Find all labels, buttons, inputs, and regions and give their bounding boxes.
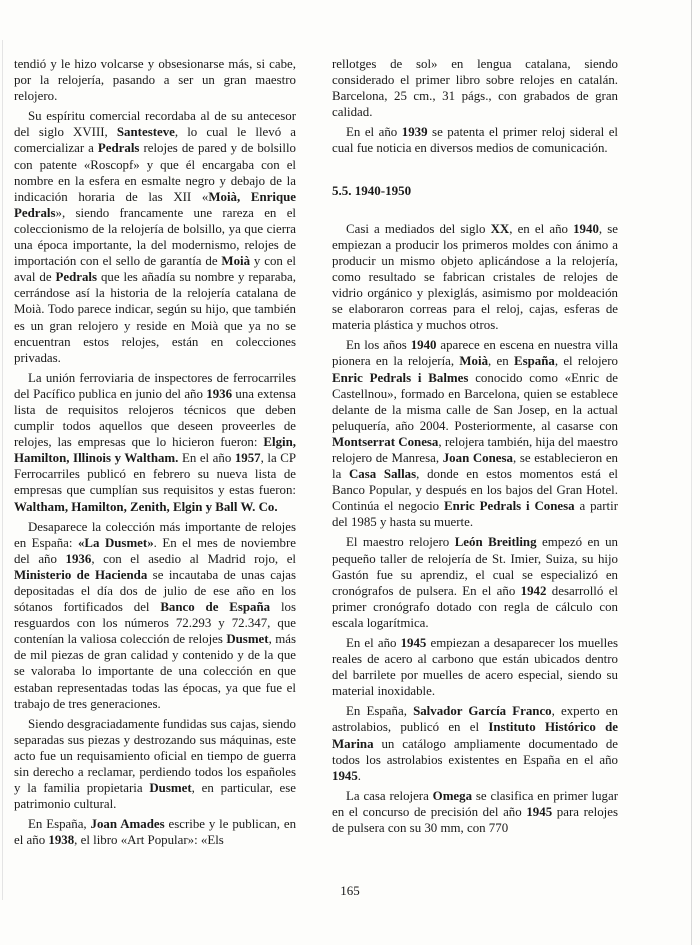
paragraph — [332, 788, 618, 836]
paragraph — [14, 370, 296, 515]
paragraph — [332, 534, 618, 631]
text-run: , el relojero — [554, 354, 618, 369]
paragraph — [332, 124, 618, 156]
text-run: En el año — [178, 451, 235, 466]
bold-text: España — [513, 354, 555, 369]
text-run: Casi a mediados del siglo — [346, 221, 491, 236]
bold-text: 1938 — [48, 833, 75, 848]
page-edge-shadow-right — [691, 0, 692, 945]
text-run: se patenta el primer reloj sideral el cual fue noticia en diversos medios de comunicación. — [332, 125, 619, 156]
text-run: , con el asedio al Madrid rojo, el — [91, 551, 296, 566]
text-run: tendió y le hizo volcarse y obsesionarse más, si cabe, por la relojería, pasando a ser un gran maestro relojero. — [14, 57, 296, 104]
bold-text: 1945 — [526, 804, 553, 819]
text-run: empezó en un pequeño taller de relojería de St. Imier, Suiza, su hijo Gastón fue su aprendiz, el cual se especializó en cronógrafos de pulsera. En el año — [332, 535, 619, 598]
text-run: escribe y le publican, en el año — [14, 817, 297, 848]
text-run: , en el año — [509, 221, 574, 236]
text-run: rellotges de sol» en lengua catalana, siendo considerado el primer libro sobre relojes en catalán. Barcelona, 25 cm., 31 págs., con grabados de gran calidad. — [332, 57, 618, 120]
text-run: desarrolló el primer cronógrafo dotado con regla de cálculo con escala logarítmica. — [332, 583, 619, 630]
right-column — [332, 56, 618, 840]
text-run: que les añadía su nombre y reparaba, cerrándose así la historia de la relojería catalana de Moià. Todo parece indicar, según su hijo, que también es un gran relojero y reside en Moià que ya no se encuentran estos relojes, están en colecciones privadas. — [14, 270, 296, 365]
bold-text: Enric Pedrals i Conesa — [443, 499, 575, 514]
bold-text: Joan Conesa — [442, 450, 513, 465]
bold-text: XX — [490, 221, 510, 236]
text-run: , se empiezan a producir los primeros moldes con ánimo a producir un mismo objeto aplicándose a la relojería, como resultado se fabrican cristales de relojes de vidrio orgánico y plexiglás, asimismo por moldeación se elaboraron correas para el reloj, cajas, esferas de materia plástica y muchos otros. — [332, 221, 618, 333]
text-run: y con el aval de — [14, 254, 297, 285]
text-run: aparece en escena en nuestra villa pionera en la relojería, — [332, 338, 618, 369]
bold-text: 1940 — [573, 221, 599, 236]
page-number: 165 — [340, 883, 360, 898]
bold-text: Waltham, Hamilton, Zenith, Elgin y Ball W. Co. — [14, 499, 278, 514]
text-run: conocido como «Enric de Castellnou», formado en Barcelona, quien se establece delante de la misma calle de San Josep, en la actual peluquería, año 2004. Posteriormente, al casarse con — [332, 370, 619, 433]
paragraph — [332, 703, 618, 783]
text-run: En España, — [28, 817, 91, 832]
bold-text: 1945 — [400, 636, 427, 650]
bold-text: Moià — [221, 254, 251, 269]
text-run: , relojera también, hija del maestro relojero de Manresa, — [332, 434, 619, 465]
paragraph — [332, 56, 618, 120]
text-run: Desaparece la colección más importante de relojes en España: — [14, 519, 296, 550]
text-run: El maestro relojero — [346, 535, 455, 550]
bold-text: Elgin, Hamilton, Illinois y Waltham. — [14, 435, 296, 466]
paragraph — [14, 56, 296, 104]
text-run: empiezan a desaparecer los muelles reales de acero al carbono que están ubicados dentro del barrilete por muelles de acero especial, siendo su material inoxidable. — [332, 636, 618, 699]
text-run: , experto en astrolabios, publicó en el — [332, 704, 618, 735]
bold-text: 1957 — [234, 451, 261, 466]
paragraph — [332, 337, 618, 530]
bold-text: 1936 — [206, 386, 233, 401]
bold-text: Omega — [432, 788, 473, 803]
bold-text: Salvador García Franco — [413, 704, 552, 719]
bold-text: 1939 — [401, 125, 428, 140]
bold-text: 1936 — [65, 551, 92, 566]
bold-text: Pedrals — [97, 141, 140, 156]
text-run: un catálogo ampliamente documentado de todos los astrolabios existentes en España en el año — [332, 736, 618, 767]
right-column-bottom — [332, 221, 618, 836]
paragraph — [14, 716, 296, 813]
text-run: , donde en estos momentos está el Banco Popular, y después en los bajos del Gran Hotel. Continúa el negocio — [332, 467, 619, 514]
left-column — [14, 56, 296, 853]
text-run: Su espíritu comercial recordaba al de su antecesor del siglo XVIII, — [14, 109, 296, 140]
bold-text: «La Dusmet» — [77, 535, 154, 550]
bold-text: 1940 — [410, 338, 437, 353]
text-run: se clasifica en primer lugar en el concurso de precisión del año — [332, 788, 618, 819]
bold-text: Moià — [459, 354, 489, 369]
bold-text: Pedrals — [55, 270, 98, 285]
text-run: , lo cual le llevó a comercializar a — [14, 125, 296, 156]
bold-text: Dusmet — [149, 781, 192, 796]
bold-text: 1945 — [332, 768, 358, 783]
text-run: Siendo desgraciadamente fundidas sus cajas, siendo separadas sus piezas y destrozando sus máquinas, este acto fue un requisamiento oficial en tiempo de guerra sin derecho a reclamar, perdiendo todos los españoles y la familia propietaria — [14, 716, 296, 796]
paragraph — [14, 816, 296, 848]
bold-text: Enric Pedrals i Balmes — [332, 370, 469, 385]
bold-text: Dusmet — [226, 632, 269, 647]
text-run: En los años — [346, 338, 411, 353]
text-run: los resguardos con los números 72.293 y 72.347, que contenían la valiosa colección de relojes — [14, 600, 296, 647]
bold-text: Ministerio de Hacienda — [14, 567, 148, 582]
text-run: relojes de pared y de bolsillo con patente «Roscopf» y que él encargaba con el nombre en la esfera en esmalte negro y debajo de la indicación horaria de las XII « — [14, 141, 296, 204]
paragraph — [332, 221, 618, 334]
bold-text: Joan Amades — [90, 817, 165, 832]
section-heading: 5.5. 1940-1950 — [332, 182, 412, 198]
bold-text: 1942 — [520, 583, 547, 598]
paragraph — [14, 108, 296, 366]
bold-text: Montserrat Conesa — [332, 434, 439, 449]
text-run: En el año — [346, 125, 402, 140]
text-run: . — [357, 768, 362, 783]
text-run: , el libro «Art Popular»: «Els — [74, 833, 224, 848]
bold-text: Banco de España — [160, 600, 271, 615]
text-run: a partir del 1985 y hasta su muerte. — [332, 499, 618, 530]
text-run: En el año — [346, 636, 401, 650]
text-run: En España, — [346, 704, 414, 719]
right-column-top — [332, 56, 618, 157]
text-run: . En el mes de noviembre del año — [14, 535, 297, 566]
text-run: , más de mil piezas de gran calidad y contenido y de la que se valoraba lo importante de una colección en que estaban representadas todas las épocas, ya que fue el trabajo de tres generaciones. — [14, 632, 296, 711]
text-run: , en particular, ese patrimonio cultural. — [14, 781, 296, 812]
bold-text: Moià, Enrique Pedrals — [14, 189, 296, 220]
text-run: , la CP Ferrocarriles publicó en febrero su nueva lista de empresas que cumplían sus requisitos y estas fueron: — [14, 451, 296, 498]
text-run: , en — [488, 354, 514, 369]
text-run: La casa relojera — [346, 788, 433, 803]
paragraph — [332, 635, 618, 699]
text-run: se incautaba de unas cajas depositadas el día dos de julio de ese año en los sótanos fortificados del — [14, 567, 296, 615]
bold-text: Santesteve — [116, 125, 175, 140]
text-run: », siendo francamente une rareza en el coleccionismo de la relojería de bolsillo, ya que cierra una época importante, la del modernismo, relojes de importación con el sello de garantía de — [14, 205, 296, 269]
page-edge-shadow-left — [2, 40, 3, 900]
bold-text: Instituto Histórico de Marina — [332, 720, 618, 751]
text-run: , se establecieron en la — [332, 450, 618, 482]
text-run: una extensa lista de requisitos relojeros técnicos que deben cumplir todos aquellos que deseen proveerles de relojes, las empresas que lo hicieron fueron: — [14, 386, 296, 450]
text-run: para relojes de pulsera con su 30 mm, con 770 — [332, 804, 618, 836]
bold-text: León Breitling — [454, 535, 537, 550]
paragraph — [14, 519, 296, 712]
bold-text: Casa Sallas — [349, 467, 417, 482]
text-run: La unión ferroviaria de inspectores de ferrocarriles del Pacífico publica en junio del año — [14, 370, 296, 401]
